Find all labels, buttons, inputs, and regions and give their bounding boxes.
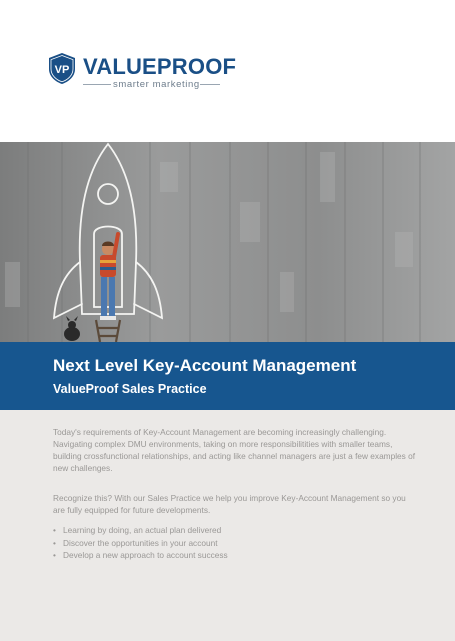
logo-rule-left (83, 84, 111, 85)
list-item (53, 537, 413, 550)
hero-image (0, 142, 455, 342)
bullet-icon: • (53, 525, 56, 535)
page-title: Next Level Key-Account Management (53, 356, 357, 375)
page-subtitle: ValueProof Sales Practice (53, 382, 207, 396)
list-item-text: Discover the opportunities in your account (63, 537, 218, 548)
bullet-icon: • (53, 537, 56, 548)
brand-name: VALUEPROOF (83, 54, 237, 79)
content-area (0, 410, 455, 641)
list-item (53, 524, 413, 537)
recognize-paragraph: Recognize this? With our Sales Practice we help you improve Key-Account Management so you are fully equipped for future developments. (53, 493, 406, 515)
hero-illustration (0, 142, 455, 342)
title-band (0, 342, 455, 410)
intro-paragraph: Today's requirements of Key-Account Management are becoming increasingly challenging. Navigating complex DMU environments, taking on more responsibilitities with smaller teams, building crossfunctional relationships, and acting like channel managers are just a few examples of new challenges. (53, 427, 416, 473)
bullet-icon: • (53, 550, 56, 560)
logo-badge-letters: VP (54, 64, 70, 76)
logo-rule-right (200, 84, 220, 85)
concrete-wall (0, 142, 455, 342)
shield-logo-icon (47, 52, 77, 85)
header (0, 0, 455, 142)
benefits-list (53, 524, 413, 562)
list-item-text: Learning by doing, an actual plan delivered (63, 525, 222, 535)
logo (47, 52, 247, 92)
brand-tagline: smarter marketing (113, 79, 200, 90)
list-item-text: Develop a new approach to account success (63, 550, 228, 560)
list-item (53, 549, 413, 562)
